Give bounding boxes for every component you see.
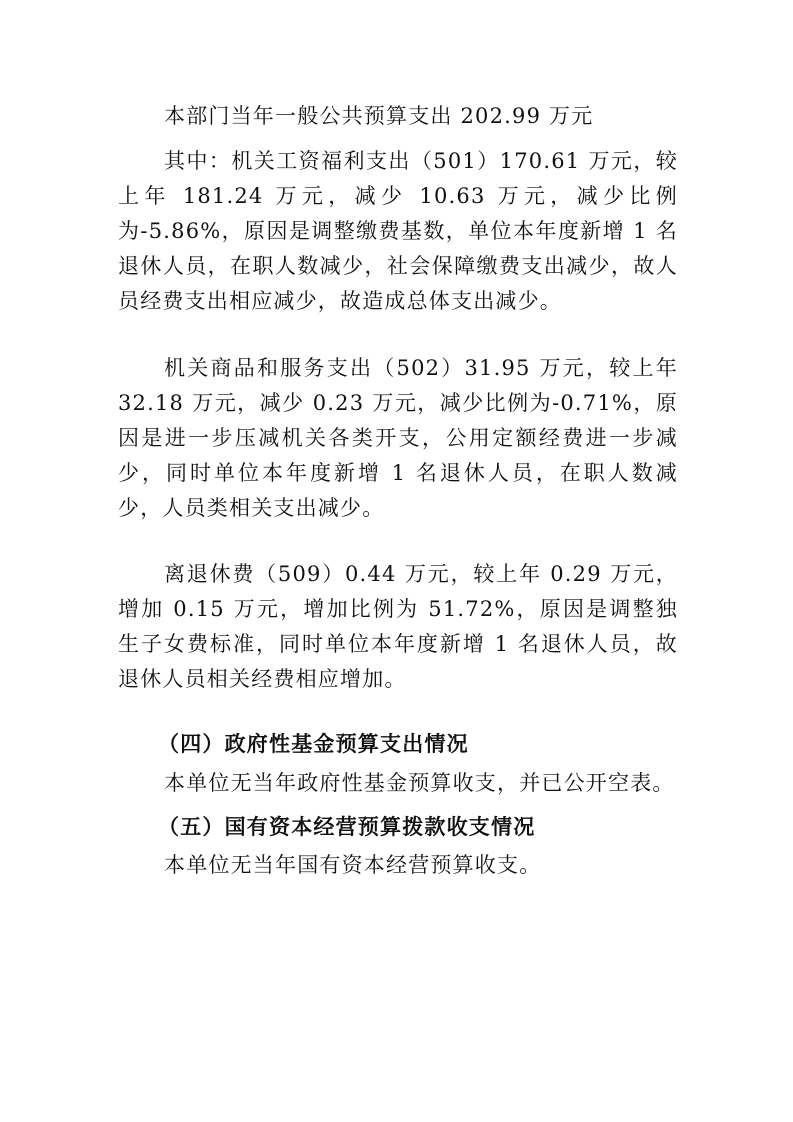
budget-total-line: 本部门当年一般公共预算支出 202.99 万元 [164,104,594,128]
government-fund-paragraph: 本单位无当年政府性基金预算收支，并已公开空表。 [164,771,675,795]
section-heading-government-fund: （四）政府性基金预算支出情况 [158,732,469,756]
retirement-expense-paragraph: 离退休费（509）0.44 万元，较上年 0.29 万元，增加 0.15 万元，增加比例为 51.72%，原因是调整独生子女费标准，同时单位本年度新增 1 名退休人员，故退休人员相关经费相应增加。 [118,562,678,691]
salary-expense-paragraph: 其中：机关工资福利支出（501）170.61 万元，较上年 181.24 万元，减少 10.63 万元，减少比例为-5.86%，原因是调整缴费基数，单位本年度新增 1 名退休人员，在职人数减少，社会保障缴费支出减少，故人员经费支出相应减少，故造成总体支出减少。 [118,149,678,313]
state-capital-paragraph: 本单位无当年国有资本经营预算收支。 [164,853,542,877]
goods-services-expense-paragraph: 机关商品和服务支出（502）31.95 万元，较上年 32.18 万元，减少 0.23 万元，减少比例为-0.71%，原因是进一步压减机关各类开支，公用定额经费进一步减少，同时单位本年度新增 1 名退休人员，在职人数减少，人员类相关支出减少。 [118,356,678,520]
section-heading-state-capital: （五）国有资本经营预算拨款收支情况 [158,815,536,839]
